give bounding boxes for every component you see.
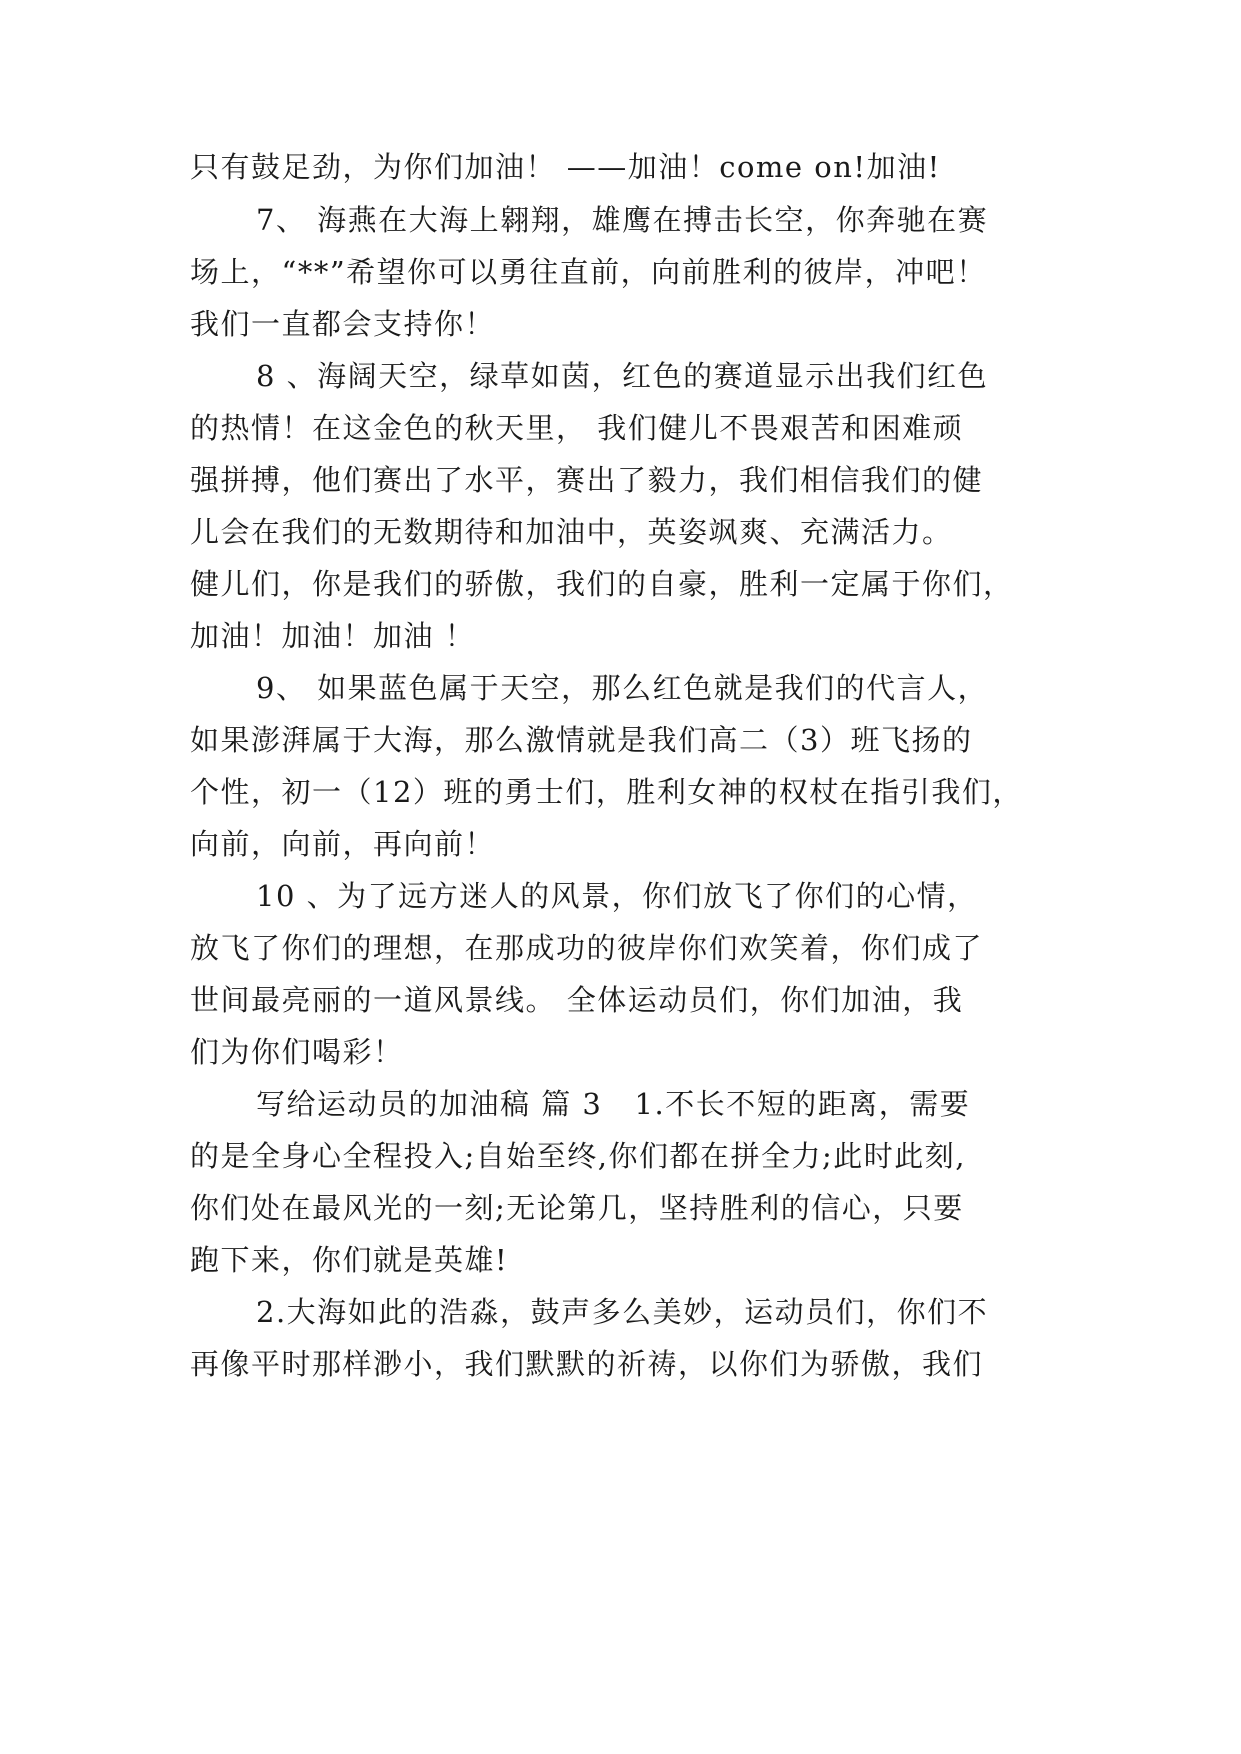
text-line: 7、 海燕在大海上翱翔，雄鹰在搏击长空，你奔驰在赛 — [256, 203, 989, 237]
text-line: 的热情！在这金色的秋天里， 我们健儿不畏艰苦和困难顽 — [190, 411, 964, 445]
text-line: 的是全身心全程投入;自始至终,你们都在拼全力;此时此刻, — [190, 1139, 966, 1173]
text-line: 儿会在我们的无数期待和加油中，英姿飒爽、充满活力。 — [190, 515, 953, 549]
section-heading-line: 写给运动员的加油稿 篇 3 1.不长不短的距离，需要 — [256, 1087, 971, 1121]
text-line: 加油！加油！加油 ！ — [190, 619, 476, 653]
text-line: 9、 如果蓝色属于天空，那么红色就是我们的代言人， — [256, 671, 989, 705]
text-line: 强拼搏，他们赛出了水平，赛出了毅力，我们相信我们的健 — [190, 463, 984, 497]
text-line: 健儿们，你是我们的骄傲，我们的自豪，胜利一定属于你们， — [190, 567, 1014, 601]
text-line: 8 、海阔天空，绿草如茵，红色的赛道显示出我们红色 — [256, 359, 989, 393]
text-line: 个性，初一（12）班的勇士们，胜利女神的权杖在指引我们， — [190, 775, 1023, 809]
text-line: 放飞了你们的理想，在那成功的彼岸你们欢笑着，你们成了 — [190, 931, 984, 965]
text-line: 跑下来，你们就是英雄! — [190, 1243, 509, 1277]
text-line: 如果澎湃属于大海，那么激情就是我们高二（3）班飞扬的 — [190, 723, 973, 757]
text-line: 世间最亮丽的一道风景线。 全体运动员们，你们加油，我 — [190, 983, 964, 1017]
text-line: 场上，“**”希望你可以勇往直前，向前胜利的彼岸，冲吧！ — [190, 255, 987, 289]
text-line: 向前，向前，再向前！ — [190, 827, 496, 861]
text-line: 我们一直都会支持你！ — [190, 307, 496, 341]
text-line: 只有鼓足劲，为你们加油！ ——加油！come on!加油! — [190, 150, 941, 184]
text-line: 2.大海如此的浩淼，鼓声多么美妙，运动员们，你们不 — [256, 1295, 989, 1329]
text-line: 再像平时那样渺小，我们默默的祈祷，以你们为骄傲，我们 — [190, 1347, 984, 1381]
text-line: 们为你们喝彩！ — [190, 1035, 404, 1069]
text-line: 你们处在最风光的一刻;无论第几，坚持胜利的信心，只要 — [190, 1191, 964, 1225]
text-line: 10 、为了远方迷人的风景，你们放飞了你们的心情， — [256, 879, 978, 913]
